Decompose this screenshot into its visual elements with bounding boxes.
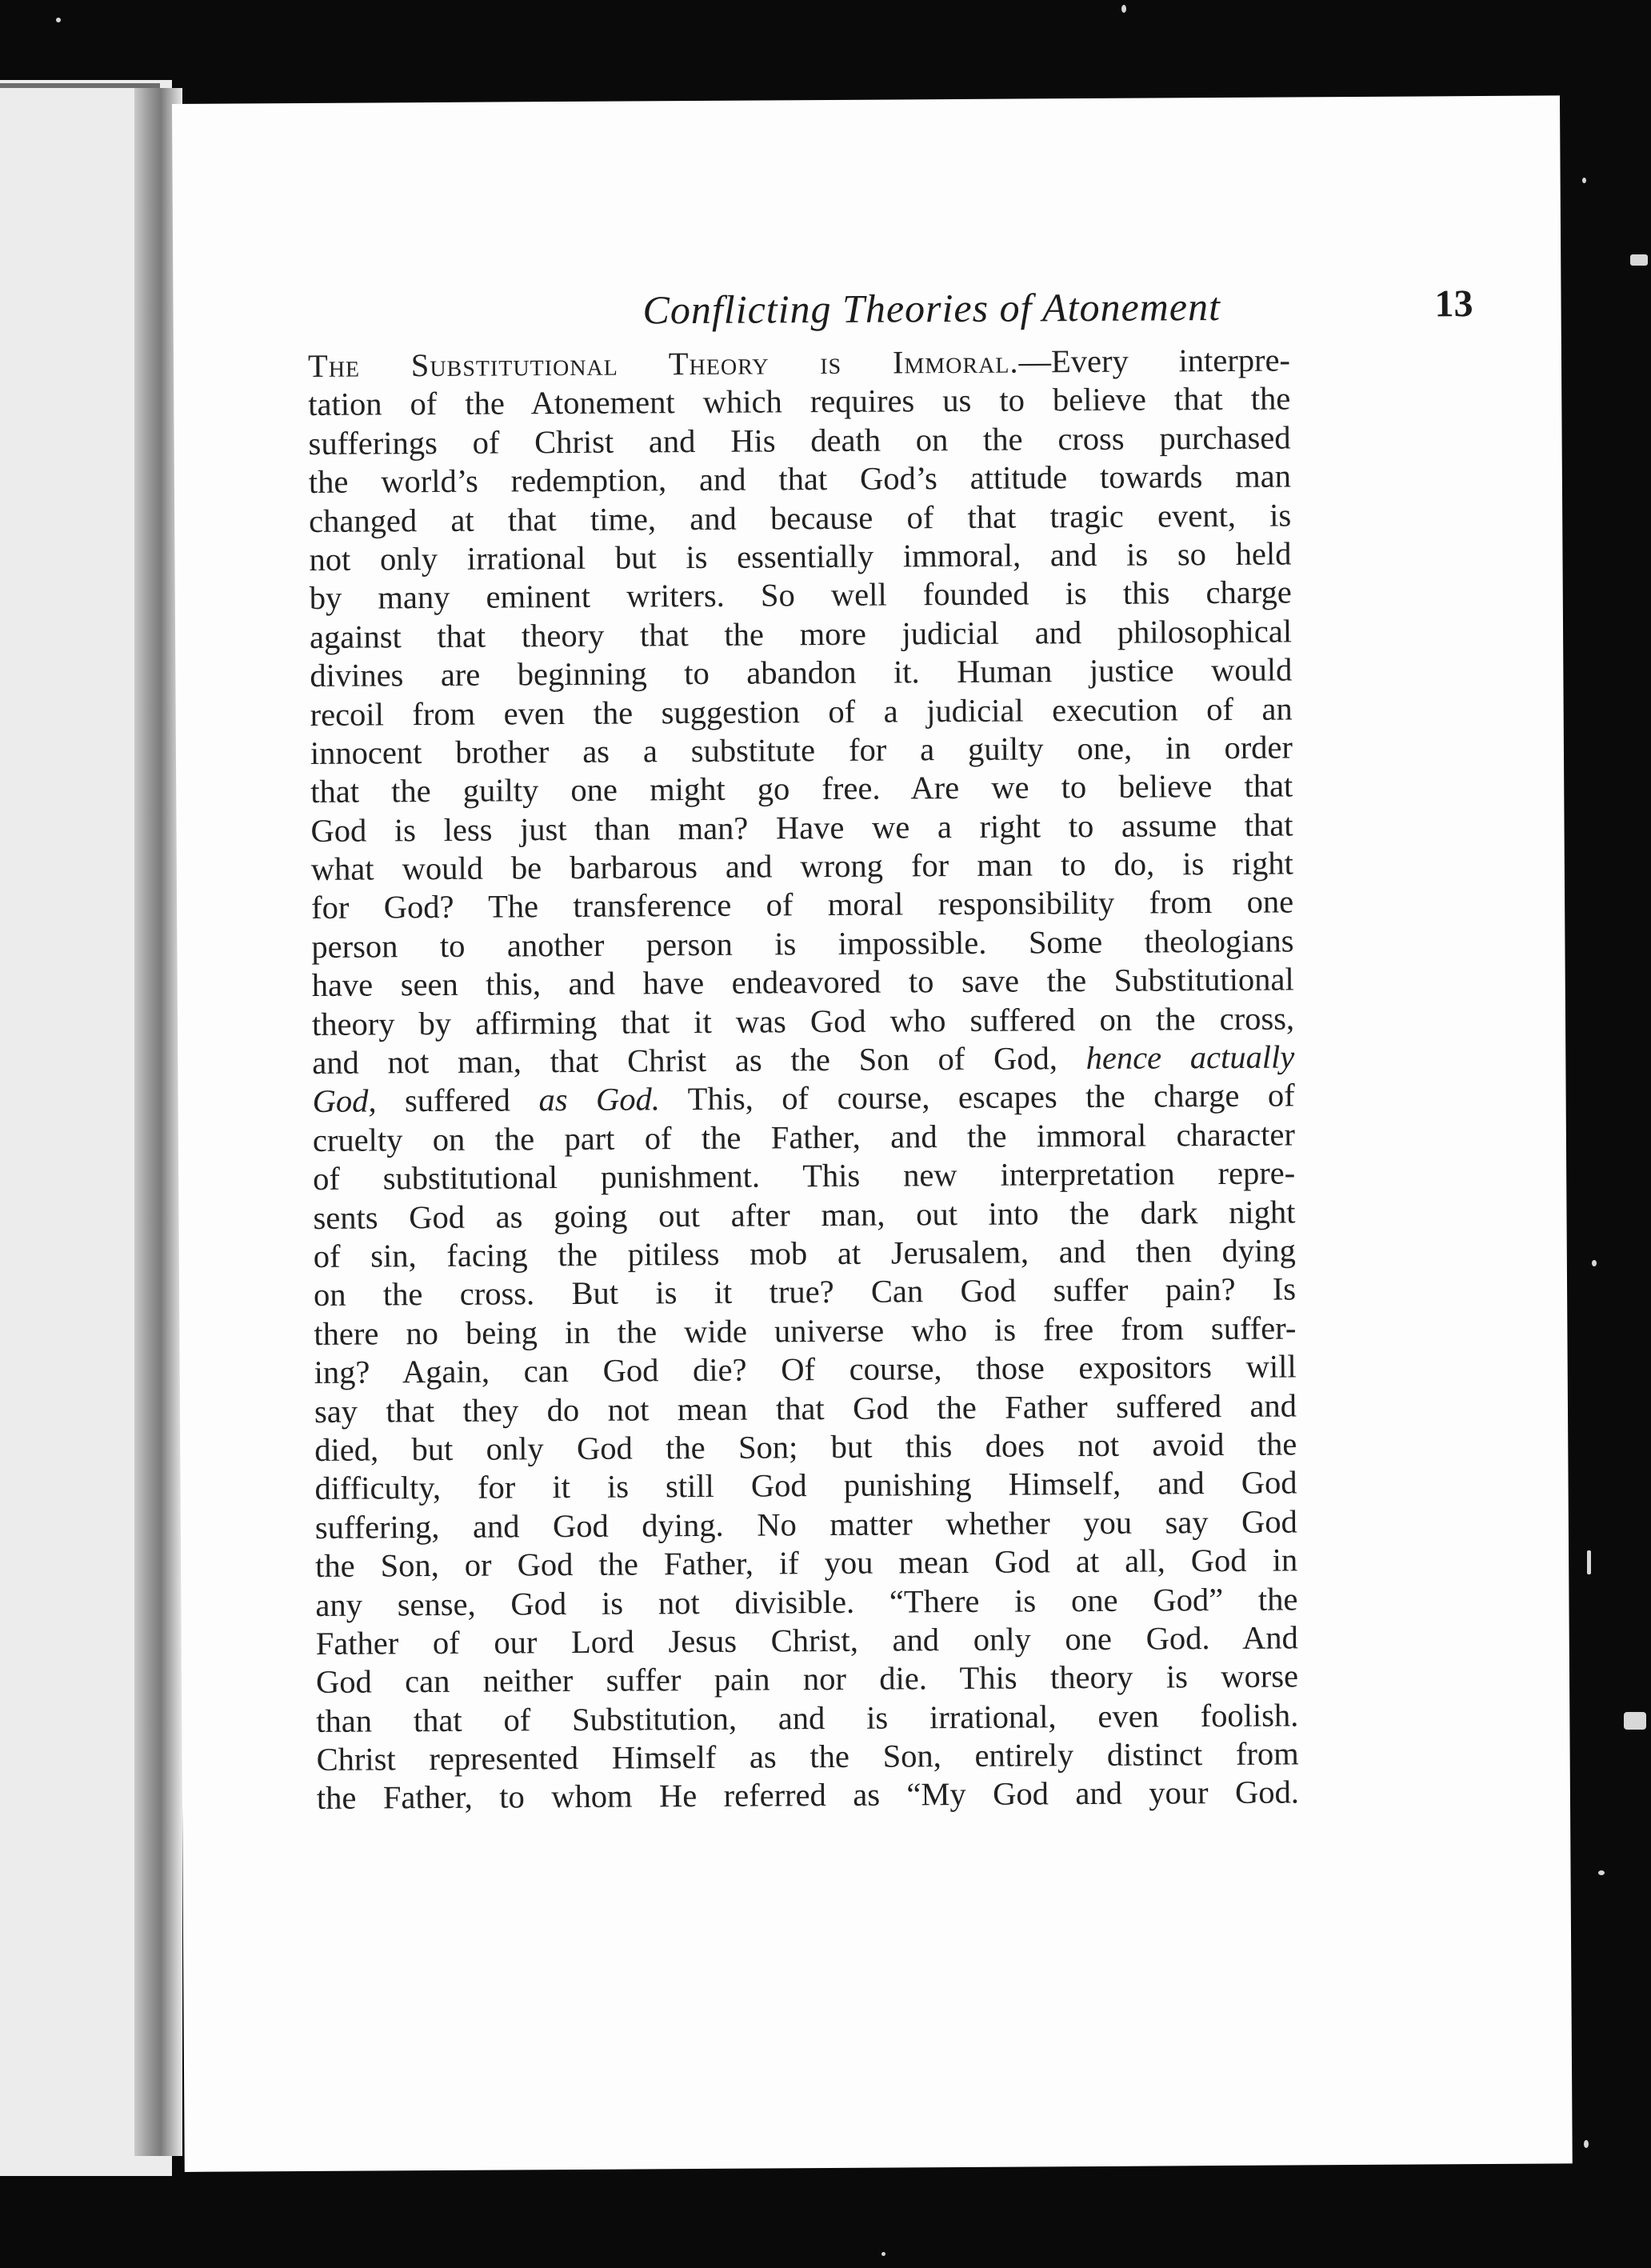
text-line: say that they do not mean that God the Father suffered and [314, 1386, 1297, 1430]
text-line: not only irrational but is essentially immoral, and is so held [309, 535, 1292, 578]
scan-speck [1630, 254, 1648, 266]
text-line: sufferings of Christ and His death on the cross purchased [308, 419, 1291, 462]
text-line: on the cross. But is it true? Can God suffer pain? Is [313, 1270, 1297, 1314]
body-paragraph [308, 341, 1299, 1818]
italic-emphasis: hence actually [1085, 1038, 1295, 1077]
text-line [312, 1038, 1294, 1082]
text-line: died, but only God the Son; but this does not avoid the [314, 1426, 1297, 1468]
text-line: theory by affirming that it was God who suffered on the cross, [311, 1000, 1295, 1042]
text-line: difficulty, for it is still God punishing Himself, and God [314, 1464, 1297, 1507]
text-line-start: and not man, that Christ as the Son of God, [312, 1040, 1086, 1081]
text-line: innocent brother as a substitute for a guilty one, in order [310, 729, 1293, 771]
italic-emphasis: as God. [538, 1081, 661, 1118]
text-line: ing? Again, can God die? Of course, those expositors will [314, 1348, 1297, 1391]
text-line: for God? The transference of moral responsibility from one [311, 883, 1294, 926]
running-head [473, 282, 1489, 344]
scan-speck [56, 18, 61, 22]
scan-speck [881, 2252, 885, 2256]
text-line: person to another person is impossible. Some theologians [311, 922, 1294, 965]
text-line: Christ represented Himself as the Son, entirely distinct from [316, 1735, 1299, 1778]
section-lead-in: The Substitutional Theory is Immoral. [307, 343, 1019, 384]
text-line: changed at that time, and because of that tragic event, is [309, 497, 1292, 539]
scan-speck [1598, 1870, 1605, 1875]
text-line: cruelty on the part of the Father, and the immoral character [312, 1116, 1296, 1158]
text-line-rest: —Every interpre- [1018, 342, 1291, 380]
text-line: Father of our Lord Jesus Christ, and only one God. And [315, 1619, 1298, 1662]
page-number: 13 [1434, 282, 1473, 326]
text-line: what would be barbarous and wrong for man to do, is right [310, 845, 1293, 888]
text-line: the Son, or God the Father, if you mean God at all, God in [315, 1542, 1298, 1585]
text-line: tation of the Atonement which requires us to believe that the [308, 380, 1291, 423]
text-line: sents God as going out after man, out into the dark night [313, 1194, 1296, 1236]
scan-speck [1584, 2140, 1589, 2148]
text-line: of substitutional punishment. This new interpretation repre- [313, 1154, 1296, 1198]
scan-speck [1121, 5, 1126, 13]
italic-emphasis: God, [312, 1082, 377, 1120]
scan-speck [1587, 1550, 1591, 1574]
text-line: have seen this, and have endeavored to save the Substitutional [311, 961, 1294, 1004]
scan-speck [1582, 178, 1586, 183]
text-line: the Father, to whom He referred as “My God and your God. [316, 1774, 1300, 1817]
text-line: the world’s redemption, and that God’s attitude towards man [308, 458, 1292, 501]
text-line-end: This, of course, escapes the charge of [659, 1077, 1295, 1118]
text-line [312, 1077, 1294, 1122]
text-line [308, 341, 1290, 386]
scan-speck [1592, 1260, 1597, 1266]
text-line: divines are beginning to abandon it. Human justice would [310, 651, 1293, 694]
text-line: that the guilty one might go free. Are we to believe that [310, 767, 1293, 810]
text-line-middle: suffered [376, 1082, 539, 1119]
text-line: there no being in the wide universe who is free from suffer- [314, 1310, 1297, 1352]
text-line: against that theory that the more judicial and philosophical [309, 613, 1293, 655]
text-line: God is less just than man? Have we a right to assume that [310, 806, 1293, 849]
text-line: recoil from even the suggestion of a judicial execution of an [310, 690, 1293, 733]
scan-speck [1624, 1712, 1646, 1730]
book-page [172, 95, 1573, 2172]
text-line: of sin, facing the pitiless mob at Jerusalem, and then dying [313, 1232, 1296, 1274]
text-line: any sense, God is not divisible. “There is one God” the [315, 1580, 1298, 1623]
text-line: than that of Substitution, and is irrational, even foolish. [316, 1697, 1299, 1739]
text-line: suffering, and God dying. No matter whether you say God [314, 1503, 1297, 1546]
running-head-title: Conflicting Theories of Atonement [642, 283, 1221, 333]
text-line: God can neither suffer pain nor die. This theory is worse [315, 1658, 1299, 1701]
text-line: by many eminent writers. So well founded is this charge [309, 574, 1292, 617]
